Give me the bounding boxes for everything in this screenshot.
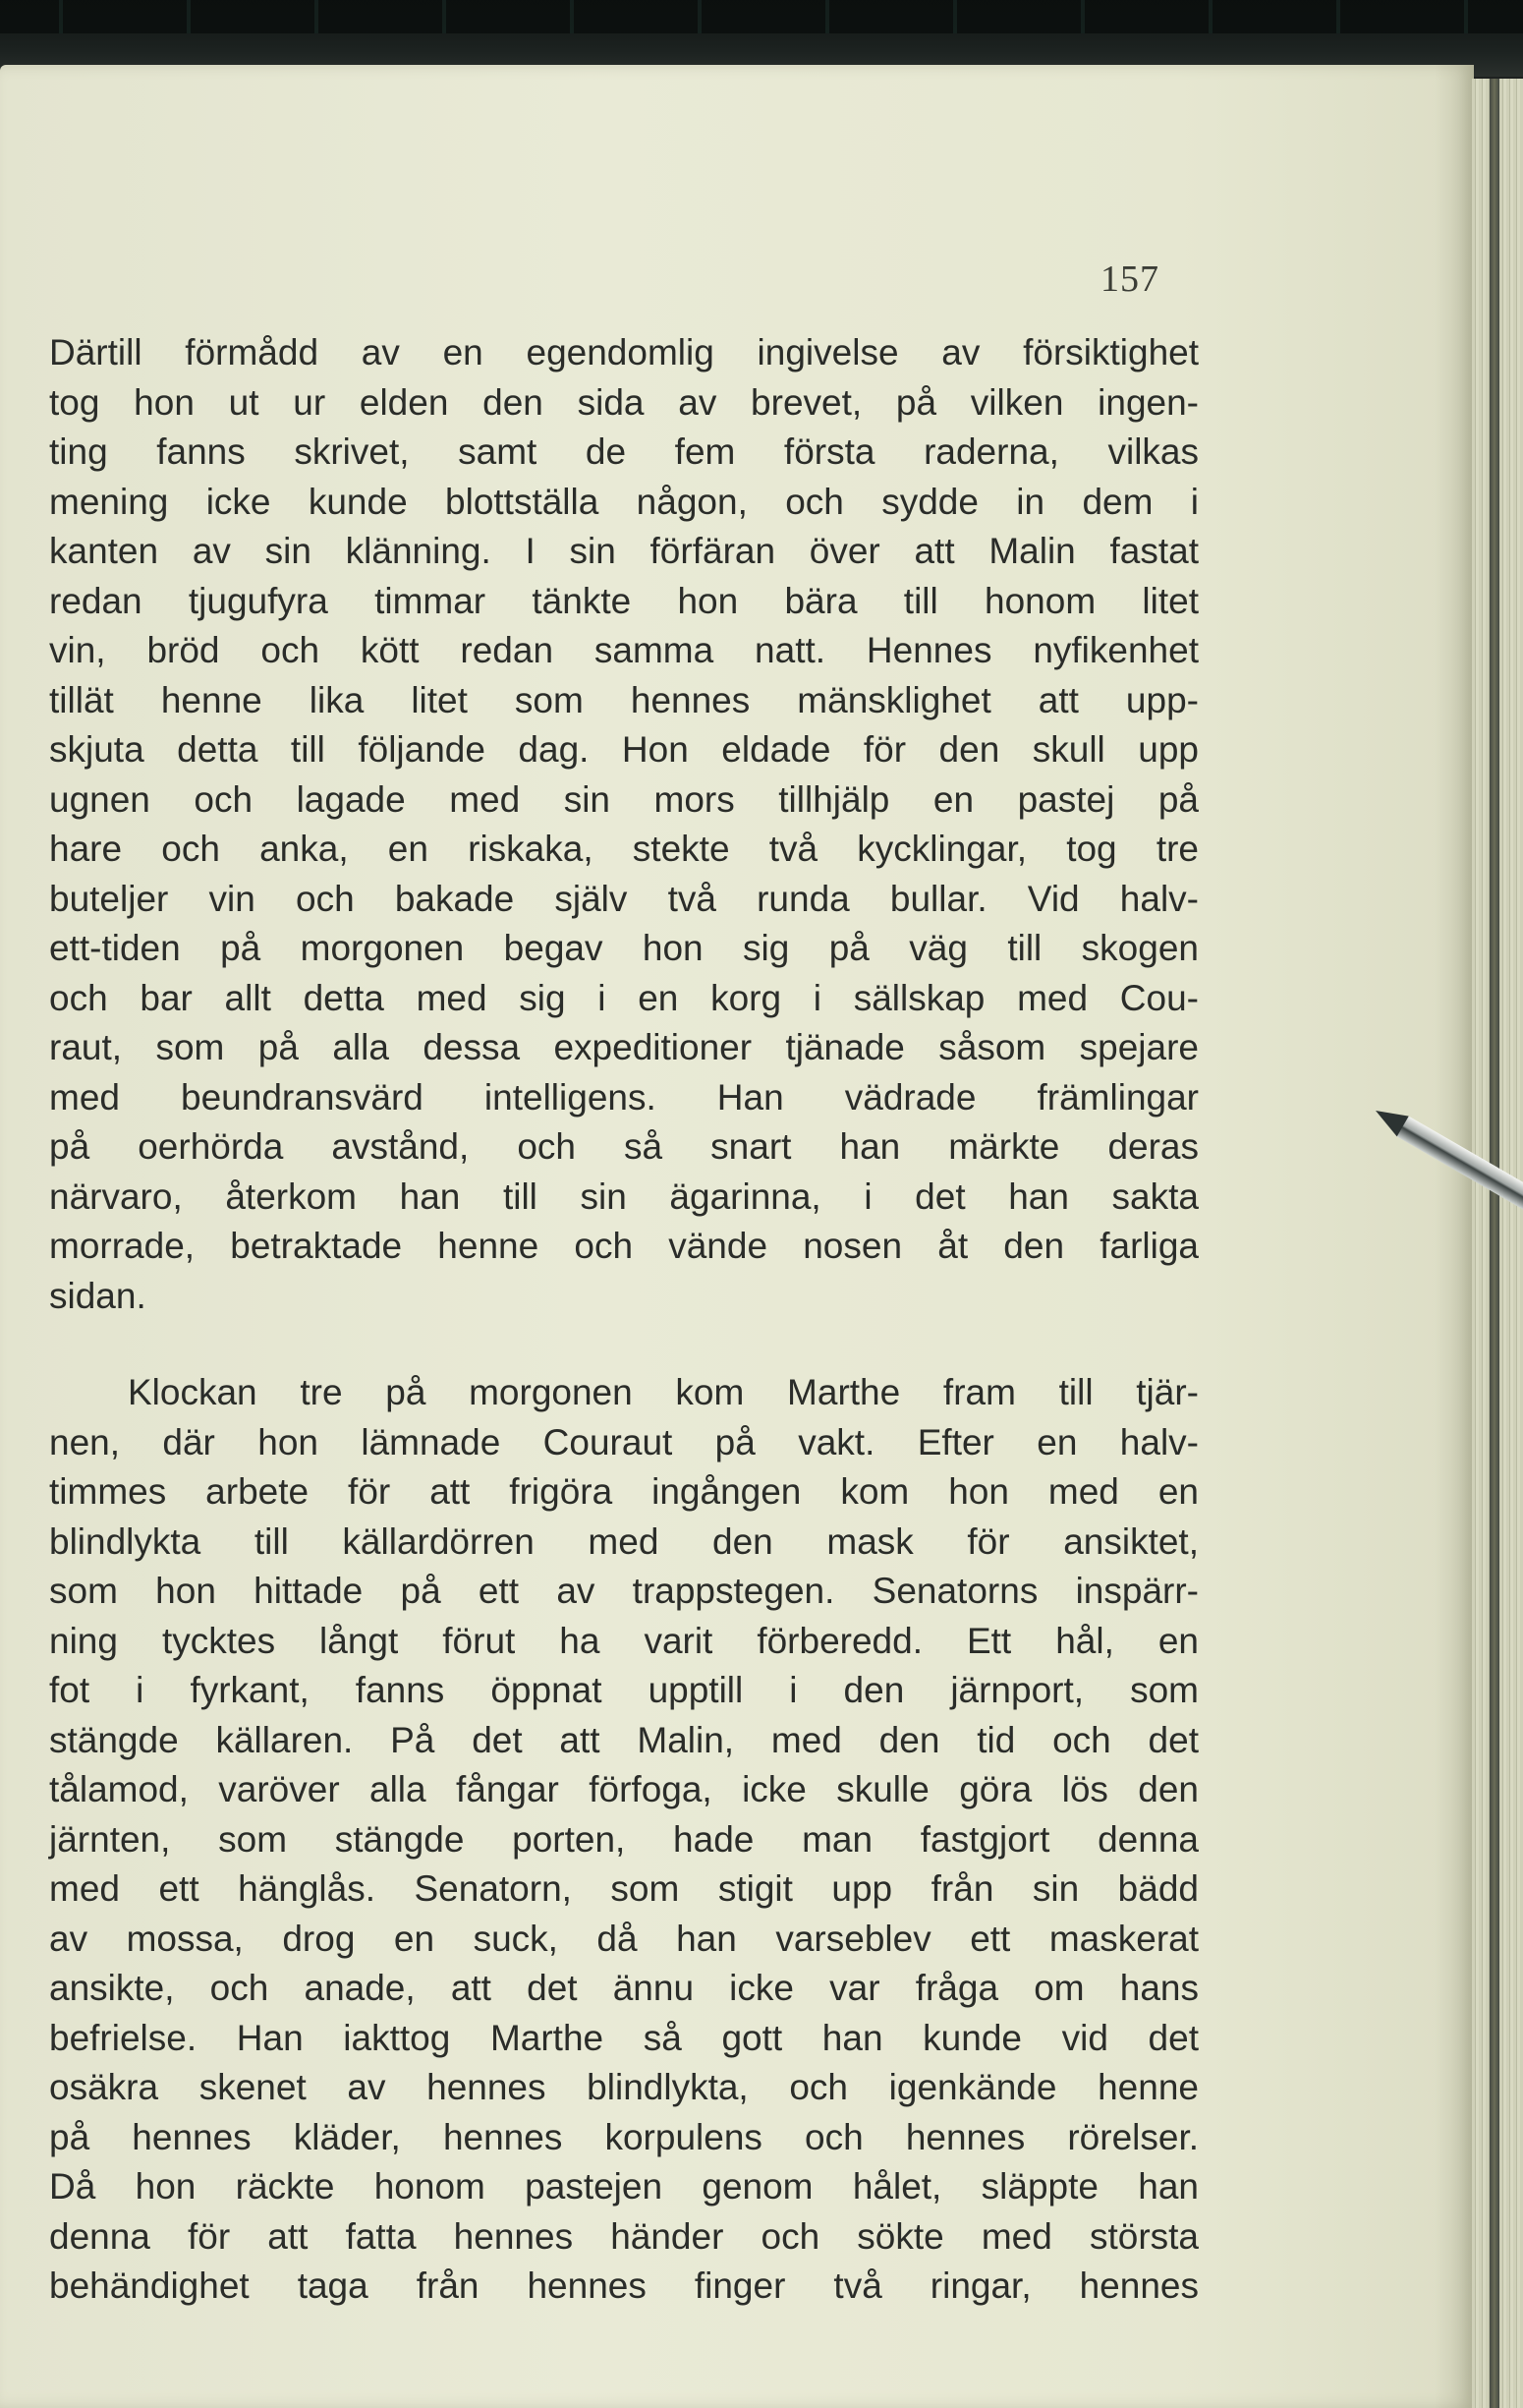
text-line: tog hon ut ur elden den sida av brevet, på vilken ingen- [49, 381, 1199, 423]
text-line: denna för att fatta hennes händer och sökte med största [49, 2215, 1199, 2257]
text-line: järnten, som stängde porten, hade man fastgjort denna [49, 1818, 1199, 1860]
text-line: Därtill förmådd av en egendomlig ingivelse av försiktighet [49, 332, 1199, 373]
page-edges [1472, 79, 1523, 2408]
text-line: kanten av sin klänning. I sin förfäran över att Malin fastat [49, 531, 1199, 571]
text-line: närvaro, återkom han till sin ägarinna, i det han sakta [49, 1175, 1199, 1217]
page-shadow [1435, 65, 1474, 2408]
text-line: hare och anka, en riskaka, stekte två kycklingar, tog tre [49, 829, 1199, 869]
text-line: osäkra skenet av hennes blindlykta, och igenkände henne [49, 2067, 1199, 2107]
text-line: tillät henne lika litet som hennes mänsklighet att upp- [49, 679, 1199, 720]
page-number: 157 [1100, 258, 1159, 300]
text-line: vin, bröd och kött redan samma natt. Hennes nyfikenhet [49, 630, 1199, 670]
text-line: som hon hittade på ett av trappstegen. Senatorns inspärr- [49, 1571, 1199, 1611]
text-line: skjuta detta till följande dag. Hon eldade för den skull upp [49, 729, 1199, 770]
text-line: blindlykta till källardörren med den mask för ansiktet, [49, 1520, 1199, 1562]
text-line: sidan. [49, 1275, 146, 1316]
text-line: tålamod, varöver alla fångar förfoga, icke skulle göra lös den [49, 1769, 1199, 1809]
text-line: redan tjugufyra timmar tänkte hon bära till honom litet [49, 580, 1199, 621]
text-line: behändighet taga från hennes finger två ringar, hennes [49, 2265, 1199, 2306]
text-line: timmes arbete för att frigöra ingången kom hon med en [49, 1471, 1199, 1512]
text-line: morrade, betraktade henne och vände nosen åt den farliga [49, 1226, 1199, 1266]
text-line: ansikte, och anade, att det ännu icke var fråga om hans [49, 1968, 1199, 2008]
book-page [0, 65, 1474, 2408]
body-text [49, 328, 1199, 2312]
text-line: raut, som på alla dessa expeditioner tjänade såsom spejare [49, 1027, 1199, 1067]
text-line: på oerhörda avstånd, och så snart han märkte deras [49, 1126, 1199, 1167]
text-line: på hennes kläder, hennes korpulens och hennes rörelser. [49, 2116, 1199, 2157]
text-line: buteljer vin och bakade själv två runda bullar. Vid halv- [49, 878, 1199, 919]
text-line: Klockan tre på morgonen kom Marthe fram till tjär- [128, 1372, 1199, 1412]
text-line: befrielse. Han iakttog Marthe så gott han kunde vid det [49, 2017, 1199, 2058]
text-line: mening icke kunde blottställa någon, och sydde in dem i [49, 481, 1199, 522]
text-line: av mossa, drog en suck, då han varseblev ett maskerat [49, 1918, 1199, 1959]
text-line: fot i fyrkant, fanns öppnat upptill i den järnport, som [49, 1670, 1199, 1710]
cover-texture [0, 0, 1523, 33]
text-line: Då hon räckte honom pastejen genom hålet, släppte han [49, 2166, 1199, 2207]
text-line: nen, där hon lämnade Couraut på vakt. Efter en halv- [49, 1421, 1199, 1462]
text-line: ett-tiden på morgonen begav hon sig på väg till skogen [49, 928, 1199, 968]
text-line: med ett hänglås. Senatorn, som stigit upp från sin bädd [49, 1868, 1199, 1909]
text-line: och bar allt detta med sig i en korg i sällskap med Cou- [49, 977, 1199, 1018]
paragraph-gap [49, 1321, 1199, 1368]
text-line: med beundransvärd intelligens. Han vädrade främlingar [49, 1076, 1199, 1118]
binding-strip [1490, 79, 1499, 2408]
text-line: stängde källaren. På det att Malin, med den tid och det [49, 1719, 1199, 1760]
text-line: ugnen och lagade med sin mors tillhjälp en pastej på [49, 778, 1199, 820]
text-line: ting fanns skrivet, samt de fem första raderna, vilkas [49, 431, 1199, 472]
text-line: ning tycktes långt förut ha varit förberedd. Ett hål, en [49, 1620, 1199, 1661]
